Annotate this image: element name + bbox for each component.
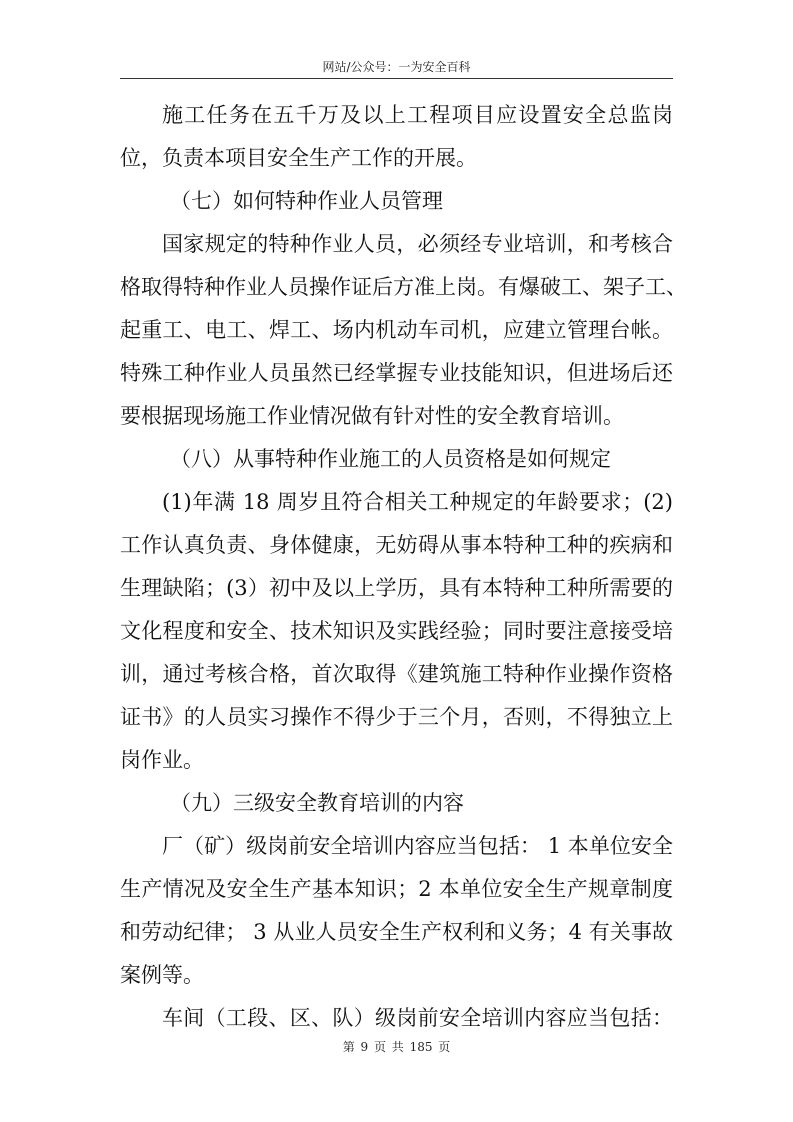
body-line: 证书》的人员实习操作不得少于三个月，否则，不得独立上 bbox=[120, 705, 673, 729]
body-line: 文化程度和安全、技术知识及实践经验；同时要注意接受培 bbox=[120, 619, 673, 643]
body-line: 案例等。 bbox=[120, 963, 204, 987]
body-line: 岗作业。 bbox=[120, 748, 204, 772]
section-heading: （九）三级安全教育培训的内容 bbox=[170, 791, 464, 815]
body-line: 生理缺陷；(3）初中及以上学历，具有本特种工种所需要的 bbox=[120, 576, 673, 600]
header-text: 网站/公众号：一为安全百科 bbox=[322, 60, 471, 74]
body-line: 国家规定的特种作业人员，必须经专业培训，和考核合 bbox=[162, 232, 673, 256]
document-body bbox=[120, 94, 687, 1040]
body-line: 格取得特种作业人员操作证后方准上岗。有爆破工、架子工、 bbox=[120, 275, 687, 299]
body-line: 生产情况及安全生产基本知识；2 本单位安全生产规章制度 bbox=[120, 877, 673, 901]
body-line: 要根据现场施工作业情况做有针对性的安全教育培训。 bbox=[120, 404, 624, 428]
body-line: 工作认真负责、身体健康，无妨碍从事本特种工种的疾病和 bbox=[120, 533, 673, 557]
body-line: (1)年满 18 周岁且符合相关工种规定的年龄要求；(2) bbox=[162, 490, 673, 514]
body-line: 位，负责本项目安全生产工作的开展。 bbox=[120, 146, 477, 170]
body-line: 特殊工种作业人员虽然已经掌握专业技能知识，但进场后还 bbox=[120, 361, 673, 385]
body-line: 厂（矿）级岗前安全培训内容应当包括： 1 本单位安全 bbox=[162, 834, 673, 858]
body-line: 训，通过考核合格，首次取得《建筑施工特种作业操作资格 bbox=[120, 662, 673, 686]
section-heading: （八）从事特种作业施工的人员资格是如何规定 bbox=[170, 447, 611, 471]
section-heading: （七）如何特种作业人员管理 bbox=[170, 189, 443, 213]
body-line: 起重工、电工、焊工、场内机动车司机，应建立管理台帐。 bbox=[120, 318, 673, 342]
header-divider bbox=[120, 78, 673, 79]
page-footer: 第 9 页 共 185 页 bbox=[342, 1040, 451, 1054]
body-line: 和劳动纪律； 3 从业人员安全生产权利和义务；4 有关事故 bbox=[120, 920, 673, 944]
body-line: 车间（工段、区、队）级岗前安全培训内容应当包括： bbox=[162, 1006, 673, 1030]
body-line: 施工任务在五千万及以上工程项目应设置安全总监岗 bbox=[162, 103, 673, 127]
